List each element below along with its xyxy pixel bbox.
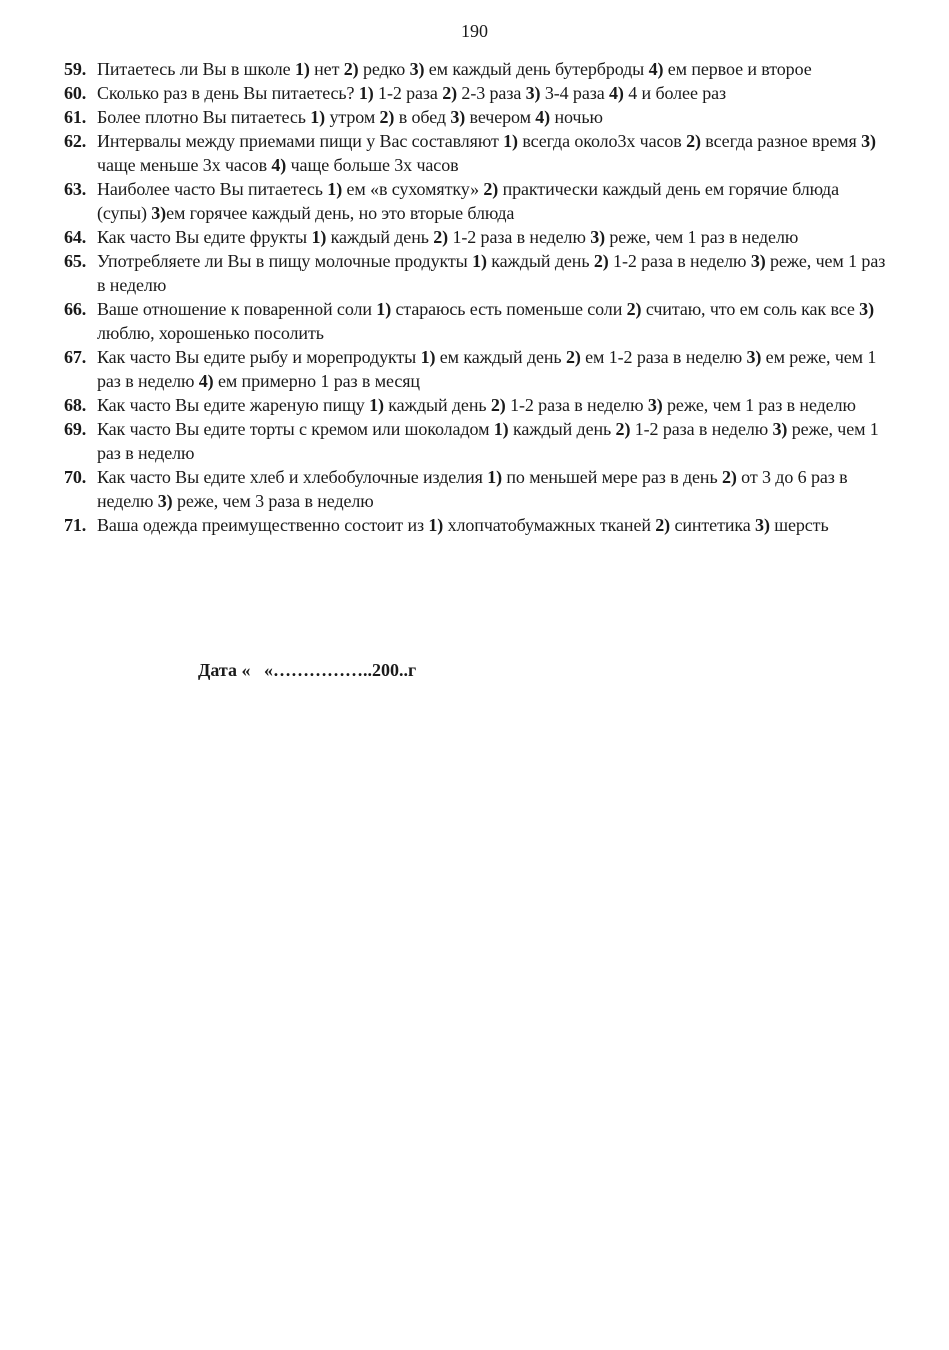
question-text-segment: считаю, что ем соль как все — [641, 299, 860, 319]
question-number: 61. — [64, 107, 87, 127]
question-text — [97, 515, 829, 535]
question-text — [97, 467, 848, 511]
question-text-segment: ем 1-2 раза в неделю — [580, 347, 747, 367]
answer-option-marker: 3) — [772, 419, 788, 439]
question-text-segment: всегда около3х часов — [517, 131, 687, 151]
question-text-segment: ем «в сухомятку» — [342, 179, 484, 199]
answer-option-marker: 2) — [483, 179, 499, 199]
answer-option-marker: 2) — [343, 59, 359, 79]
question-text-segment: ем горячее каждый день, но это вторые блюда — [166, 203, 515, 223]
answer-option-marker: 2) — [433, 227, 449, 247]
answer-option-marker: 4) — [609, 83, 624, 103]
answer-option-marker: 1) — [472, 251, 487, 271]
question-text — [97, 419, 879, 463]
question-number: 63. — [64, 179, 87, 199]
answer-option-marker: 3) — [157, 491, 173, 511]
question-text-segment: 1-2 раза в неделю — [608, 251, 751, 271]
question-text-segment: 1-2 раза в неделю — [448, 227, 591, 247]
question-text-segment: люблю, хорошенько посолить — [97, 323, 324, 343]
question-text-segment: 1-2 раза в неделю — [630, 419, 773, 439]
question-number: 59. — [64, 59, 87, 79]
question-text-segment: 4 и более раз — [623, 83, 727, 103]
question-text-segment: ем реже, чем 1 раз в неделю — [97, 347, 877, 391]
question-text-segment: синтетика — [670, 515, 756, 535]
question-text — [97, 227, 798, 247]
question-text — [97, 59, 812, 79]
answer-option-marker: 3) — [750, 251, 766, 271]
question-text-segment: чаще больше 3х часов — [286, 155, 459, 175]
question-text-segment: Употребляете ли Вы в пищу молочные продукты — [97, 251, 473, 271]
question-text-segment: Сколько раз в день Вы питаетесь? — [97, 83, 359, 103]
question-text-segment: Ваше отношение к поваренной соли — [97, 299, 377, 319]
question-text-segment: реже, чем 1 раз в неделю — [97, 419, 879, 463]
question-text — [97, 83, 726, 103]
question-text-segment: реже, чем 1 раз в неделю — [662, 395, 856, 415]
question-number: 65. — [64, 251, 87, 271]
question-text-segment: Как часто Вы едите фрукты — [97, 227, 312, 247]
question-text-segment: Ваша одежда преимущественно состоит из — [97, 515, 429, 535]
question-item — [64, 129, 892, 177]
question-number: 60. — [64, 83, 87, 103]
date-line: Дата « «……………..200..г — [198, 660, 417, 680]
question-text-segment: 3-4 раза — [540, 83, 610, 103]
question-text-segment: Питаетесь ли Вы в школе — [97, 59, 295, 79]
question-text — [97, 107, 603, 127]
question-text-segment: каждый день — [486, 251, 594, 271]
answer-option-marker: 1) — [327, 179, 343, 199]
question-text — [97, 131, 876, 175]
answer-option-marker: 3) — [755, 515, 770, 535]
question-number: 68. — [64, 395, 87, 415]
answer-option-marker: 3) — [525, 83, 541, 103]
answer-option-marker: 1) — [487, 467, 502, 487]
question-number: 69. — [64, 419, 87, 439]
question-text — [97, 395, 856, 415]
answer-option-marker: 2) — [379, 107, 395, 127]
question-text — [97, 179, 839, 223]
answer-option-marker: 3) — [859, 299, 874, 319]
answer-option-marker: 1) — [294, 59, 310, 79]
question-item — [64, 249, 892, 297]
question-text-segment: ем примерно 1 раз в месяц — [213, 371, 420, 391]
question-number: 66. — [64, 299, 87, 319]
answer-option-marker: 2) — [721, 467, 737, 487]
question-text-segment: 1-2 раза — [373, 83, 443, 103]
answer-option-marker: 4) — [271, 155, 287, 175]
question-number: 70. — [64, 467, 87, 487]
answer-option-marker: 2) — [593, 251, 609, 271]
answer-option-marker: 4) — [535, 107, 551, 127]
answer-option-marker: 1) — [369, 395, 384, 415]
question-item — [64, 513, 892, 537]
question-text-segment: утром — [325, 107, 380, 127]
question-item — [64, 177, 892, 225]
question-text-segment: в обед — [394, 107, 451, 127]
page-number: 190 — [461, 21, 488, 41]
answer-option-marker: 2) — [626, 299, 642, 319]
question-text-segment: шерсть — [769, 515, 829, 535]
answer-option-marker: 3) — [647, 395, 663, 415]
answer-option-marker: 3) — [590, 227, 605, 247]
question-text-segment: по меньшей мере раз в день — [501, 467, 722, 487]
answer-option-marker: 2) — [686, 131, 701, 151]
question-text-segment: 2-3 раза — [457, 83, 526, 103]
answer-option-marker: 1) — [310, 107, 326, 127]
question-text-segment: ем каждый день — [435, 347, 566, 367]
answer-option-marker: 2) — [442, 83, 458, 103]
question-text-segment: вечером — [465, 107, 536, 127]
answer-option-marker: 2) — [615, 419, 631, 439]
question-text-segment: от 3 до 6 раз в неделю — [97, 467, 848, 511]
question-text-segment: каждый день — [508, 419, 616, 439]
question-item — [64, 393, 892, 417]
question-item — [64, 345, 892, 393]
answer-option-marker: 3) — [409, 59, 425, 79]
questionnaire-list — [64, 57, 892, 537]
answer-option-marker: 3) — [746, 347, 762, 367]
question-item — [64, 297, 892, 345]
question-text-segment: реже, чем 3 раза в неделю — [172, 491, 374, 511]
question-number: 62. — [64, 131, 87, 151]
question-text-segment: хлопчатобумажных тканей — [443, 515, 656, 535]
answer-option-marker: 4) — [648, 59, 664, 79]
question-text — [97, 299, 874, 343]
question-number: 67. — [64, 347, 87, 367]
answer-option-marker: 1) — [311, 227, 327, 247]
answer-option-marker: 3) — [151, 203, 167, 223]
question-number: 64. — [64, 227, 87, 247]
question-text-segment: Как часто Вы едите хлеб и хлебобулочные изделия — [97, 467, 488, 487]
question-text-segment: Наиболее часто Вы питаетесь — [97, 179, 328, 199]
question-item — [64, 57, 892, 81]
question-text-segment: чаще меньше 3х часов — [97, 155, 272, 175]
answer-option-marker: 4) — [198, 371, 214, 391]
question-item — [64, 417, 892, 465]
question-text-segment: нет — [309, 59, 344, 79]
answer-option-marker: 1) — [376, 299, 392, 319]
answer-option-marker: 1) — [493, 419, 509, 439]
question-text-segment: Более плотно Вы питаетесь — [97, 107, 311, 127]
question-text-segment: Как часто Вы едите рыбу и морепродукты — [97, 347, 421, 367]
question-text-segment: практически каждый день ем горячие блюда (супы) — [97, 179, 839, 223]
answer-option-marker: 3) — [450, 107, 466, 127]
answer-option-marker: 1) — [358, 83, 374, 103]
question-number: 71. — [64, 515, 87, 535]
question-text-segment: Как часто Вы едите торты с кремом или шоколадом — [97, 419, 494, 439]
question-text-segment: реже, чем 1 раз в неделю — [97, 251, 886, 295]
question-text-segment: ем первое и второе — [663, 59, 812, 79]
question-text-segment: стараюсь есть поменьше соли — [391, 299, 627, 319]
question-text-segment: редко — [358, 59, 410, 79]
question-text-segment: реже, чем 1 раз в неделю — [605, 227, 799, 247]
question-text-segment: всегда разное время — [700, 131, 862, 151]
question-text-segment: 1-2 раза в неделю — [505, 395, 648, 415]
answer-option-marker: 1) — [503, 131, 518, 151]
question-text-segment: Интервалы между приемами пищи у Вас составляют — [97, 131, 504, 151]
answer-option-marker: 1) — [420, 347, 436, 367]
question-item — [64, 81, 892, 105]
answer-option-marker: 2) — [490, 395, 506, 415]
question-text-segment: ем каждый день бутерброды — [424, 59, 649, 79]
question-text-segment: каждый день — [383, 395, 491, 415]
question-text — [97, 347, 876, 391]
question-text-segment: каждый день — [326, 227, 434, 247]
answer-option-marker: 2) — [655, 515, 671, 535]
question-item — [64, 225, 892, 249]
answer-option-marker: 3) — [861, 131, 876, 151]
question-text — [97, 251, 885, 295]
answer-option-marker: 2) — [565, 347, 581, 367]
question-item — [64, 465, 892, 513]
answer-option-marker: 1) — [428, 515, 444, 535]
question-item — [64, 105, 892, 129]
question-text-segment: ночью — [550, 107, 603, 127]
question-text-segment: Как часто Вы едите жареную пищу — [97, 395, 370, 415]
